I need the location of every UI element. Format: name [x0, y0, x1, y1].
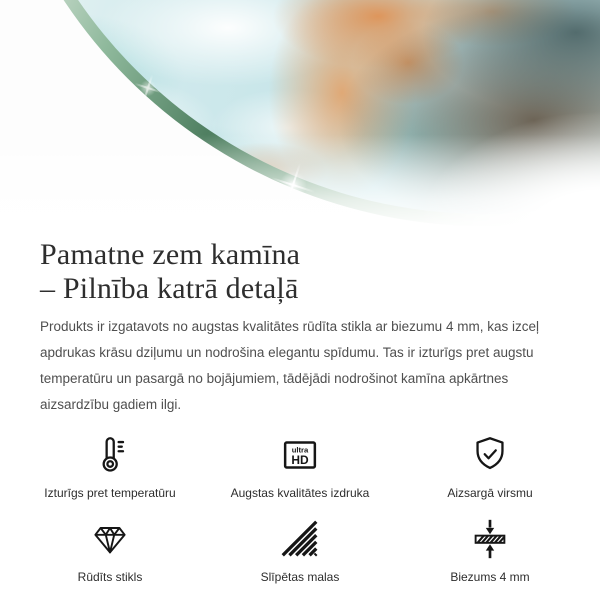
shield-check-icon — [467, 432, 513, 478]
ultra-hd-icon-text-top: ultra — [291, 445, 309, 455]
ultra-hd-icon — [277, 432, 323, 478]
feature-item-tempered-glass — [15, 516, 205, 584]
feature-label: Aizsargā virsmu — [447, 486, 533, 500]
feature-item-temperature — [15, 432, 205, 500]
product-hero-image — [0, 0, 600, 232]
feature-item-print-quality — [205, 432, 395, 500]
feature-label: Rūdīts stikls — [77, 570, 143, 584]
feature-label: Izturīgs pret temperatūru — [44, 486, 176, 500]
feature-label: Augstas kvalitātes izdruka — [230, 486, 370, 500]
page-title-line2: – Pilnība katrā detaļā — [40, 272, 299, 305]
page-title — [40, 238, 560, 306]
feature-label: Biezums 4 mm — [450, 570, 530, 584]
feature-item-surface-protection — [395, 432, 585, 500]
feature-grid — [15, 432, 585, 584]
diamond-icon — [87, 516, 133, 562]
product-description: Produkts ir izgatavots no augstas kvalitātes rūdīta stikla ar biezumu 4 mm, kas izceļ apdrukas krāsu dziļumu un nodrošina elegantu spīdumu. Tas ir izturīgs pret augstu temperatūru un pasargā no bojājumiem, tādējādi nodrošinot kamīna apkārtnes aizsardzību gadiem ilgi. — [40, 319, 539, 412]
page-title-line1: Pamatne zem kamīna — [40, 238, 301, 271]
feature-item-polished-edges — [205, 516, 395, 584]
feature-label: Slīpētas malas — [260, 570, 340, 584]
ultra-hd-icon-text-bottom: HD — [291, 453, 309, 468]
feature-item-thickness — [395, 516, 585, 584]
thermometer-icon — [87, 432, 133, 478]
thickness-icon — [467, 516, 513, 562]
beveled-edges-icon — [277, 516, 323, 562]
